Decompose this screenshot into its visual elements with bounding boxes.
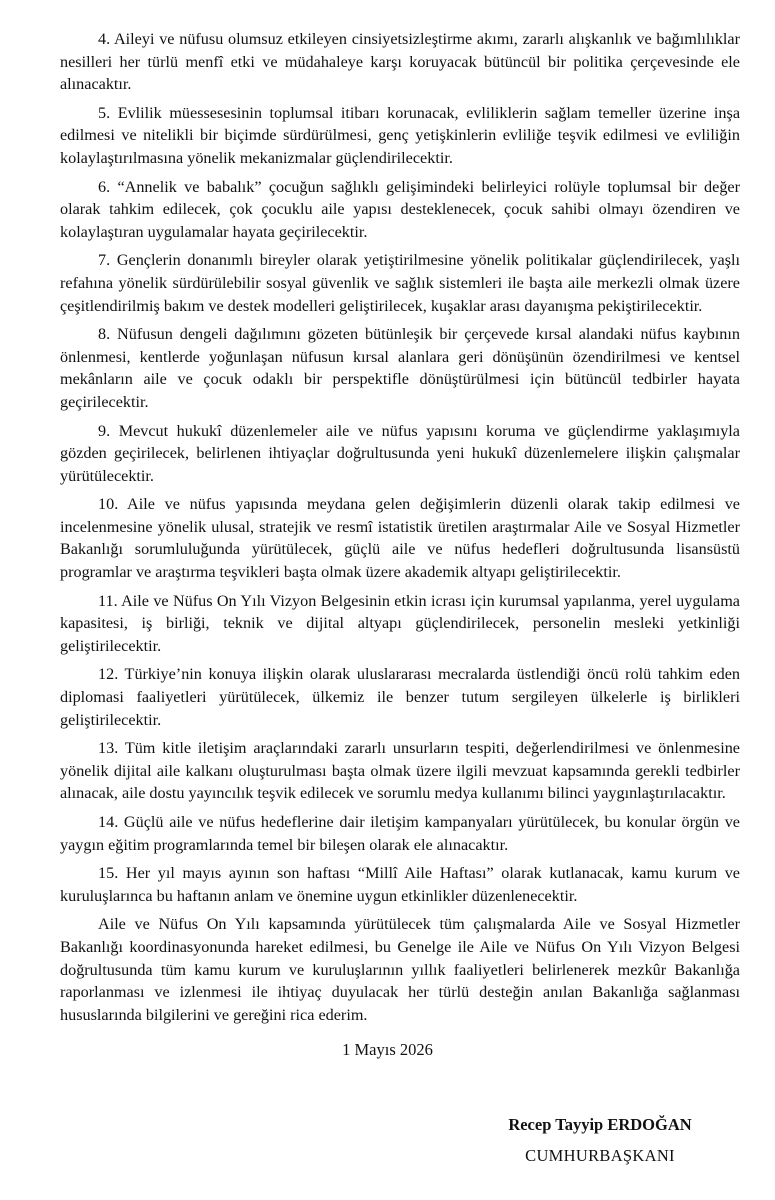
- signature-block: [470, 1112, 730, 1174]
- article-8: 8. Nüfusun dengeli dağılımını gözeten bütünleşik bir çerçevede kırsal alandaki nüfus kaybının önlenmesi, kentlerde yoğunlaşan nüfusun kırsal alanlara geri dönüşünün özendirilmesi ve kentsel mekânların aile ve çocuk odaklı bir perspektifle dönüştürülmesi için bütüncül tedbirler hayata geçirilecektir.: [60, 325, 740, 411]
- article-13: 13. Tüm kitle iletişim araçlarındaki zararlı unsurların tespiti, değerlendirilmesi ve önlenmesine yönelik dijital aile kalkanı oluşturulması başta olmak üzere ilgili mevzuat kapsamında gerekli tedbirler alınacak, aile dostu yayıncılık teşvik edilecek ve sorumlu medya kullanımı bilinci yaygınlaştırılacaktır.: [60, 739, 740, 803]
- article-12: 12. Türkiye’nin konuya ilişkin olarak uluslararası mecralarda üstlendiği öncü rolü tahkim eden diplomasi faaliyetleri yürütülecek, ülkemiz ile benzer tutum sergileyen ülkelerle iş birlikleri geliştirilecektir.: [60, 665, 740, 729]
- signatory-title: CUMHURBAŞKANI: [525, 1146, 675, 1165]
- closing-paragraph: Aile ve Nüfus On Yılı kapsamında yürütülecek tüm çalışmalarda Aile ve Sosyal Hizmetler Bakanlığı koordinasyonunda hareket edilmesi, bu Genelge ile Aile ve Nüfus On Yılı Vizyon Belgesi doğrultusunda tüm kamu kurum ve kuruluşlarının yıllık faaliyetleri belirlenerek mezkûr Bakanlığa raporlanması ve izlenmesi ile ihtiyaç duyulacak her türlü desteğin anılan Bakanlığa sağlanması hususlarında bilgilerini ve gereğini rica ederim.: [60, 915, 740, 1024]
- article-14: 14. Güçlü aile ve nüfus hedeflerine dair iletişim kampanyaları yürütülecek, bu konular örgün ve yaygın eğitim programlarında temel bir bileşen olarak ele alınacaktır.: [60, 813, 740, 854]
- document-body: [60, 28, 740, 1032]
- article-9: 9. Mevcut hukukî düzenlemeler aile ve nüfus yapısını koruma ve güçlendirme yaklaşımıyla gözden geçirilecek, belirlenen ihtiyaçlar doğrultusunda yeni hukukî düzenlemelere ilişkin çalışmalar yürütülecektir.: [60, 421, 740, 485]
- article-15: 15. Her yıl mayıs ayının son haftası “Millî Aile Haftası” olarak kutlanacak, kamu kurum ve kuruluşlarınca bu haftanın anlam ve önemine uygun etkinlikler düzenlenecektir.: [60, 864, 740, 905]
- document-date: 1 Mayıs 2026: [342, 1040, 433, 1059]
- article-11: 11. Aile ve Nüfus On Yılı Vizyon Belgesinin etkin icrası için kurumsal yapılanma, yerel uygulama kapasitesi, iş birliği, teknik ve dijital altyapı güçlendirilecek, personelin mesleki yetkinliği geliştirilecektir.: [60, 591, 740, 655]
- article-7: 7. Gençlerin donanımlı bireyler olarak yetiştirilmesine yönelik politikalar güçlendirilecek, yaşlı refahına yönelik sürdürülebilir sosyal güvenlik ve sağlık sistemleri ile başta aile merkezli olmak üzere çeşitlendirilmiş bakım ve destek modelleri geliştirilecek, kuşaklar arası dayanışma pekiştirilecektir.: [60, 251, 740, 315]
- signatory-name: Recep Tayyip ERDOĞAN: [508, 1115, 692, 1134]
- article-10: 10. Aile ve nüfus yapısında meydana gelen değişimlerin düzenli olarak takip edilmesi ve incelenmesine yönelik ulusal, stratejik ve resmî istatistik üretilen araştırmalar Aile ve Sosyal Hizmetler Bakanlığı sorumluluğunda yürütülecek, güçlü aile ve nüfus hedefleri doğrultusunda lisansüstü programlar ve araştırma teşvikleri başta olmak üzere akademik altyapı geliştirilecektir.: [60, 495, 740, 582]
- article-5: 5. Evlilik müessesesinin toplumsal itibarı korunacak, evliliklerin sağlam temeller üzerine inşa edilmesi ve nitelikli bir biçimde sürdürülmesi, genç yetişkinlerin evliliğe teşvik edilmesi ve evliliğin kolaylaştırılmasına yönelik mekanizmalar güçlendirilecektir.: [60, 103, 740, 167]
- article-4: 4. Aileyi ve nüfusu olumsuz etkileyen cinsiyetsizleştirme akımı, zararlı alışkanlık ve bağımlılıklar nesilleri her türlü menfî etki ve müdahaleye karşı koruyacak bütüncül bir politika çerçevesinde ele alınacaktır.: [60, 30, 740, 94]
- article-6: 6. “Annelik ve babalık” çocuğun sağlıklı gelişimindeki belirleyici rolüyle toplumsal bir değer olarak tahkim edilecek, çok çocuklu aile yapısı desteklenecek, çocuk sahibi olmayı özendiren ve kolaylaştıran uygulamalar hayata geçirilecektir.: [60, 177, 740, 241]
